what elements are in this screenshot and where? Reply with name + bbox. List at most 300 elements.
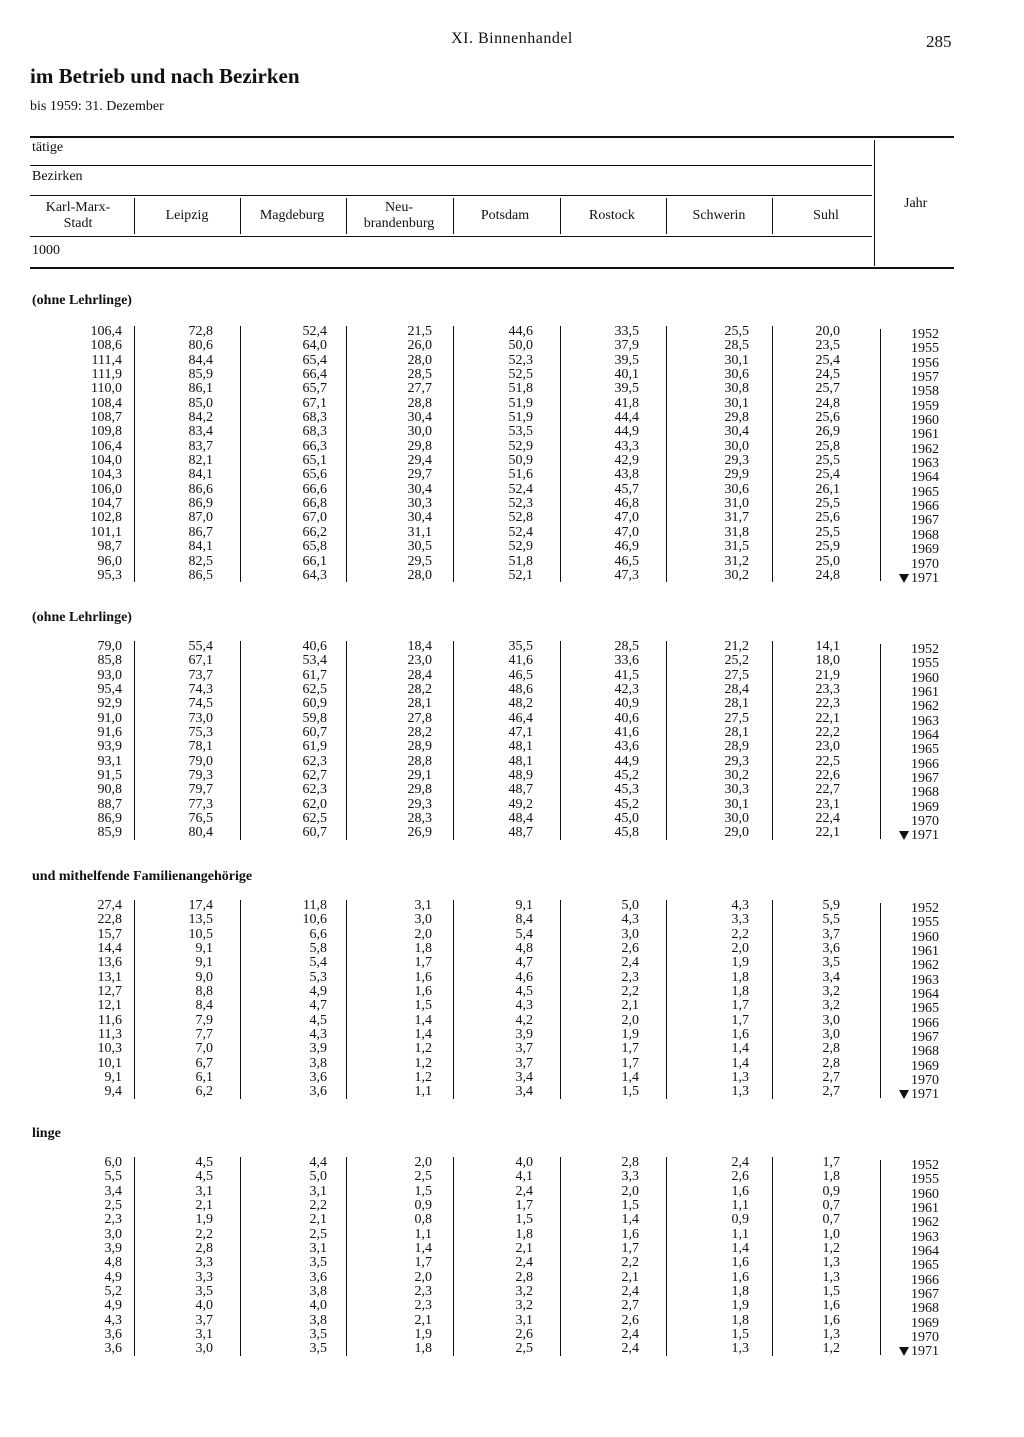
year-cell [869, 342, 939, 356]
table-cell: 67,0 [302, 510, 327, 526]
table-cell: 77,3 [188, 796, 213, 812]
table-cell: 1,7 [731, 1012, 749, 1028]
year-cell [869, 558, 939, 572]
year-cell [869, 400, 939, 414]
year-text: 1964 [911, 728, 939, 744]
table-cell: 2,3 [414, 1298, 432, 1314]
table-cell: 1,6 [731, 1255, 749, 1271]
year-text: 1963 [911, 972, 939, 988]
column-header-line: Suhl [813, 208, 839, 223]
column-header [557, 208, 667, 224]
table-cell: 3,2 [822, 984, 840, 1000]
table-cell: 11,3 [98, 1027, 122, 1043]
table-cell: 4,3 [515, 998, 533, 1014]
table-cell: 82,1 [188, 453, 213, 469]
table-cell: 30,1 [724, 352, 749, 368]
header-label-bezirken: Bezirken [32, 169, 83, 184]
table-cell: 2,1 [621, 1269, 639, 1285]
table-cell: 1,8 [414, 1341, 432, 1357]
table-cell: 13,6 [97, 955, 122, 971]
table-cell: 3,6 [104, 1327, 122, 1343]
year-cell [869, 974, 939, 988]
table-cell: 2,4 [515, 1183, 533, 1199]
table-cell: 50,0 [508, 338, 533, 354]
table-cell: 31,5 [724, 539, 749, 555]
year-text: 1970 [911, 814, 939, 830]
table-cell: 2,7 [822, 1084, 840, 1100]
table-cell: 25,4 [815, 352, 840, 368]
table-cell: 0,9 [731, 1212, 749, 1228]
table-cell: 1,6 [621, 1226, 639, 1242]
year-text: 1965 [911, 484, 939, 500]
table-cell: 4,5 [515, 984, 533, 1000]
year-column-divider [874, 140, 875, 266]
table-cell: 2,8 [515, 1269, 533, 1285]
table-cell: 1,4 [414, 1012, 432, 1028]
table-cell: 47,1 [508, 725, 533, 741]
year-text: 1971 [911, 1087, 939, 1103]
table-cell: 1,3 [822, 1327, 840, 1343]
table-cell: 14,4 [97, 941, 122, 957]
year-cell [869, 729, 939, 743]
table-cell: 88,7 [97, 796, 122, 812]
table-cell: 73,0 [188, 710, 213, 726]
table-cell: 2,4 [621, 955, 639, 971]
column-divider [134, 1157, 135, 1356]
table-cell: 29,1 [407, 768, 432, 784]
column-divider [134, 641, 135, 840]
column-divider [453, 900, 454, 1099]
table-cell: 25,5 [815, 524, 840, 540]
table-cell: 1,3 [731, 1341, 749, 1357]
year-text: 1965 [911, 1001, 939, 1017]
table-cell: 33,5 [614, 324, 639, 339]
table-cell: 23,0 [815, 739, 840, 755]
table-cell: 3,9 [515, 1027, 533, 1043]
table-cell: 1,2 [414, 1055, 432, 1071]
table-cell: 98,7 [97, 539, 122, 555]
table-cell: 86,5 [188, 567, 213, 583]
table-cell: 24,8 [815, 567, 840, 583]
table-cell: 2,4 [731, 1155, 749, 1170]
table-cell: 1,4 [414, 1241, 432, 1257]
table-cell: 65,1 [302, 453, 327, 469]
year-cell [869, 1302, 939, 1316]
table-cell: 4,9 [104, 1298, 122, 1314]
table-cell: 7,0 [195, 1041, 213, 1057]
table-cell: 48,9 [508, 768, 533, 784]
table-cell: 26,9 [815, 424, 840, 440]
year-text: 1967 [911, 1030, 939, 1046]
table-cell: 5,5 [822, 912, 840, 928]
table-cell: 3,2 [515, 1298, 533, 1314]
year-text: 1969 [911, 542, 939, 558]
table-cell: 4,3 [104, 1312, 122, 1328]
table-cell: 1,1 [414, 1226, 432, 1242]
down-triangle-icon [899, 831, 909, 840]
data-column [52, 1156, 122, 1357]
table-cell: 92,9 [97, 696, 122, 712]
table-cell: 1,9 [731, 1298, 749, 1314]
table-cell: 9,1 [195, 955, 213, 971]
table-cell: 11,6 [98, 1012, 122, 1028]
table-cell: 28,8 [407, 395, 432, 411]
year-cell [869, 1231, 939, 1245]
table-cell: 23,5 [815, 338, 840, 354]
table-cell: 14,1 [815, 639, 840, 654]
year-cell [869, 916, 939, 930]
table-cell: 87,0 [188, 510, 213, 526]
table-cell: 55,4 [188, 639, 213, 654]
table-cell: 1,8 [414, 941, 432, 957]
data-column [362, 325, 432, 583]
year-cell [869, 428, 939, 442]
down-triangle-icon [899, 1347, 909, 1356]
table-cell: 76,5 [188, 811, 213, 827]
table-cell: 48,2 [508, 696, 533, 712]
table-cell: 84,2 [188, 410, 213, 426]
data-column [770, 1156, 840, 1357]
table-cell: 85,8 [97, 653, 122, 669]
header-divider [30, 195, 872, 196]
column-header [771, 208, 881, 224]
table-cell: 80,6 [188, 338, 213, 354]
table-cell: 1,7 [621, 1241, 639, 1257]
table-cell: 29,9 [724, 467, 749, 483]
year-text: 1961 [911, 685, 939, 701]
table-cell: 2,1 [309, 1212, 327, 1228]
year-text: 1962 [911, 699, 939, 715]
table-cell: 2,4 [621, 1327, 639, 1343]
year-text: 1952 [911, 901, 939, 916]
table-cell: 1,2 [822, 1341, 840, 1357]
table-cell: 4,8 [104, 1255, 122, 1271]
data-column [52, 640, 122, 841]
table-cell: 4,7 [309, 998, 327, 1014]
data-column [569, 325, 639, 583]
year-text: 1966 [911, 1272, 939, 1288]
table-cell: 4,7 [515, 955, 533, 971]
table-cell: 84,4 [188, 352, 213, 368]
year-cell [869, 500, 939, 514]
year-cell [869, 1002, 939, 1016]
table-cell: 79,0 [188, 753, 213, 769]
table-cell: 85,0 [188, 395, 213, 411]
table-cell: 28,1 [407, 696, 432, 712]
table-cell: 30,3 [407, 496, 432, 512]
table-cell: 30,0 [724, 438, 749, 454]
table-cell: 1,1 [731, 1198, 749, 1214]
table-cell: 28,4 [407, 667, 432, 683]
table-cell: 3,1 [195, 1327, 213, 1343]
table-cell: 31,1 [407, 524, 432, 540]
table-cell: 3,2 [822, 998, 840, 1014]
table-cell: 3,6 [309, 1070, 327, 1086]
year-text: 1964 [911, 987, 939, 1003]
table-cell: 22,6 [815, 768, 840, 784]
table-cell: 60,7 [302, 825, 327, 841]
year-text: 1963 [911, 456, 939, 472]
table-cell: 4,5 [195, 1169, 213, 1185]
table-cell: 46,8 [614, 496, 639, 512]
year-text: 1959 [911, 398, 939, 414]
table-cell: 17,4 [188, 898, 213, 913]
table-cell: 52,3 [508, 496, 533, 512]
table-cell: 48,7 [508, 782, 533, 798]
table-cell: 2,6 [621, 941, 639, 957]
table-cell: 1,6 [414, 984, 432, 1000]
column-divider [346, 1157, 347, 1356]
table-cell: 46,5 [614, 553, 639, 569]
table-cell: 27,8 [407, 710, 432, 726]
table-cell: 30,6 [724, 367, 749, 383]
year-cell [869, 743, 939, 757]
year-text: 1964 [911, 470, 939, 486]
year-cell [869, 1202, 939, 1216]
table-cell: 1,5 [414, 998, 432, 1014]
table-cell: 30,0 [407, 424, 432, 440]
year-cell [869, 471, 939, 485]
table-cell: 84,1 [188, 539, 213, 555]
data-column [679, 899, 749, 1100]
table-cell: 82,5 [188, 553, 213, 569]
column-divider [666, 326, 667, 582]
table-cell: 53,4 [302, 653, 327, 669]
table-cell: 25,5 [724, 324, 749, 339]
table-cell: 3,0 [195, 1341, 213, 1357]
table-cell: 28,4 [724, 682, 749, 698]
table-cell: 27,4 [97, 898, 122, 913]
year-cell [869, 1031, 939, 1045]
table-cell: 2,6 [731, 1169, 749, 1185]
table-cell: 20,0 [815, 324, 840, 339]
table-cell: 3,9 [309, 1041, 327, 1057]
column-divider [560, 641, 561, 840]
year-cell [869, 371, 939, 385]
table-cell: 1,4 [731, 1241, 749, 1257]
table-cell: 30,1 [724, 796, 749, 812]
column-divider [346, 326, 347, 582]
table-cell: 3,0 [104, 1226, 122, 1242]
year-cell [869, 543, 939, 557]
table-cell: 68,3 [302, 424, 327, 440]
table-cell: 66,3 [302, 438, 327, 454]
table-cell: 28,9 [407, 739, 432, 755]
table-cell: 25,4 [815, 467, 840, 483]
table-cell: 80,4 [188, 825, 213, 841]
year-text: 1970 [911, 1330, 939, 1346]
table-cell: 2,2 [731, 926, 749, 942]
column-divider [240, 1157, 241, 1356]
table-cell: 30,8 [724, 381, 749, 397]
year-cell [869, 945, 939, 959]
table-cell: 27,5 [724, 667, 749, 683]
table-cell: 41,6 [508, 653, 533, 669]
table-cell: 62,5 [302, 682, 327, 698]
table-cell: 25,5 [815, 496, 840, 512]
table-cell: 39,5 [614, 381, 639, 397]
table-cell: 2,0 [414, 1269, 432, 1285]
table-cell: 104,0 [90, 453, 122, 469]
year-text: 1967 [911, 1287, 939, 1303]
data-column [463, 640, 533, 841]
table-cell: 45,0 [614, 811, 639, 827]
column-header [132, 208, 242, 224]
table-cell: 62,5 [302, 811, 327, 827]
data-column [770, 899, 840, 1100]
year-cell [869, 1188, 939, 1202]
section-title: und mithelfende Familienangehörige [32, 869, 253, 884]
table-cell: 28,2 [407, 682, 432, 698]
table-cell: 31,0 [724, 496, 749, 512]
table-cell: 8,4 [195, 998, 213, 1014]
data-column [569, 1156, 639, 1357]
year-text: 1967 [911, 771, 939, 787]
data-column [463, 325, 533, 583]
table-cell: 1,6 [822, 1298, 840, 1314]
table-cell: 1,3 [731, 1084, 749, 1100]
table-cell: 40,1 [614, 367, 639, 383]
table-cell: 95,3 [97, 567, 122, 583]
table-cell: 51,6 [508, 467, 533, 483]
table-cell: 46,5 [508, 667, 533, 683]
column-header [450, 208, 560, 224]
table-cell: 52,3 [508, 352, 533, 368]
table-cell: 29,8 [407, 438, 432, 454]
table-cell: 5,0 [621, 898, 639, 913]
table-cell: 29,3 [724, 453, 749, 469]
column-header-line: Neu- [385, 200, 413, 215]
data-column [257, 899, 327, 1100]
table-cell: 106,0 [90, 481, 122, 497]
year-text: 1969 [911, 1315, 939, 1331]
table-cell: 2,7 [822, 1070, 840, 1086]
year-text: 1962 [911, 441, 939, 457]
table-cell: 1,4 [621, 1212, 639, 1228]
table-cell: 3,7 [515, 1041, 533, 1057]
column-divider [240, 641, 241, 840]
year-cell [869, 715, 939, 729]
table-cell: 108,6 [90, 338, 122, 354]
table-cell: 23,0 [407, 653, 432, 669]
year-text: 1952 [911, 1158, 939, 1173]
column-divider [453, 1157, 454, 1356]
year-cell [869, 357, 939, 371]
table-cell: 22,7 [815, 782, 840, 798]
data-column [143, 1156, 213, 1357]
year-cell [869, 1345, 939, 1359]
table-cell: 31,2 [724, 553, 749, 569]
year-text: 1960 [911, 1186, 939, 1202]
year-text: 1971 [911, 828, 939, 844]
section-title: (ohne Lehrlinge) [32, 610, 132, 625]
table-cell: 62,3 [302, 753, 327, 769]
year-cell [869, 672, 939, 686]
year-text: 1968 [911, 785, 939, 801]
table-cell: 64,3 [302, 567, 327, 583]
table-cell: 9,1 [195, 941, 213, 957]
year-cell [869, 385, 939, 399]
year-text: 1952 [911, 327, 939, 342]
table-cell: 0,9 [822, 1183, 840, 1199]
table-cell: 1,2 [414, 1041, 432, 1057]
table-cell: 3,1 [309, 1241, 327, 1257]
page-number: 285 [926, 32, 952, 51]
table-cell: 3,1 [414, 898, 432, 913]
year-cell [869, 931, 939, 945]
table-cell: 4,5 [309, 1012, 327, 1028]
table-cell: 93,1 [97, 753, 122, 769]
table-cell: 74,3 [188, 682, 213, 698]
table-cell: 65,6 [302, 467, 327, 483]
table-cell: 6,0 [104, 1155, 122, 1170]
table-cell: 3,0 [822, 1027, 840, 1043]
column-header-divider [666, 198, 667, 234]
table-cell: 2,5 [414, 1169, 432, 1185]
table-cell: 86,9 [97, 811, 122, 827]
table-cell: 65,8 [302, 539, 327, 555]
year-cell [869, 486, 939, 500]
table-cell: 1,5 [731, 1327, 749, 1343]
table-cell: 51,8 [508, 553, 533, 569]
table-cell: 67,1 [302, 395, 327, 411]
table-cell: 3,8 [309, 1284, 327, 1300]
year-cell [869, 1331, 939, 1345]
table-cell: 45,3 [614, 782, 639, 798]
table-cell: 52,1 [508, 567, 533, 583]
table-cell: 3,7 [195, 1312, 213, 1328]
data-column [362, 1156, 432, 1357]
table-cell: 30,4 [724, 424, 749, 440]
table-cell: 4,1 [515, 1169, 533, 1185]
table-cell: 10,6 [302, 912, 327, 928]
column-header-line: brandenburg [363, 216, 435, 231]
year-text: 1962 [911, 958, 939, 974]
table-cell: 40,9 [614, 696, 639, 712]
table-cell: 24,8 [815, 395, 840, 411]
year-column [869, 328, 939, 586]
table-cell: 91,5 [97, 768, 122, 784]
table-cell: 68,3 [302, 410, 327, 426]
table-cell: 47,0 [614, 524, 639, 540]
table-cell: 101,1 [90, 524, 122, 540]
year-cell [869, 1074, 939, 1088]
table-cell: 48,1 [508, 753, 533, 769]
table-cell: 61,7 [302, 667, 327, 683]
table-cell: 49,2 [508, 796, 533, 812]
data-column [143, 640, 213, 841]
unit-label: 1000 [32, 243, 60, 258]
table-cell: 25,0 [815, 553, 840, 569]
year-cell [869, 988, 939, 1002]
table-cell: 95,4 [97, 682, 122, 698]
year-cell [869, 1088, 939, 1102]
table-cell: 86,6 [188, 481, 213, 497]
table-cell: 2,8 [621, 1155, 639, 1170]
table-cell: 65,4 [302, 352, 327, 368]
table-cell: 1,4 [621, 1070, 639, 1086]
table-cell: 1,7 [822, 1155, 840, 1170]
year-text: 1960 [911, 929, 939, 945]
table-cell: 1,7 [414, 955, 432, 971]
year-cell [869, 786, 939, 800]
table-cell: 2,3 [621, 969, 639, 985]
column-header-line: Magdeburg [259, 208, 325, 223]
table-cell: 2,4 [621, 1284, 639, 1300]
table-cell: 5,3 [309, 969, 327, 985]
table-cell: 1,1 [731, 1226, 749, 1242]
table-cell: 1,4 [731, 1041, 749, 1057]
